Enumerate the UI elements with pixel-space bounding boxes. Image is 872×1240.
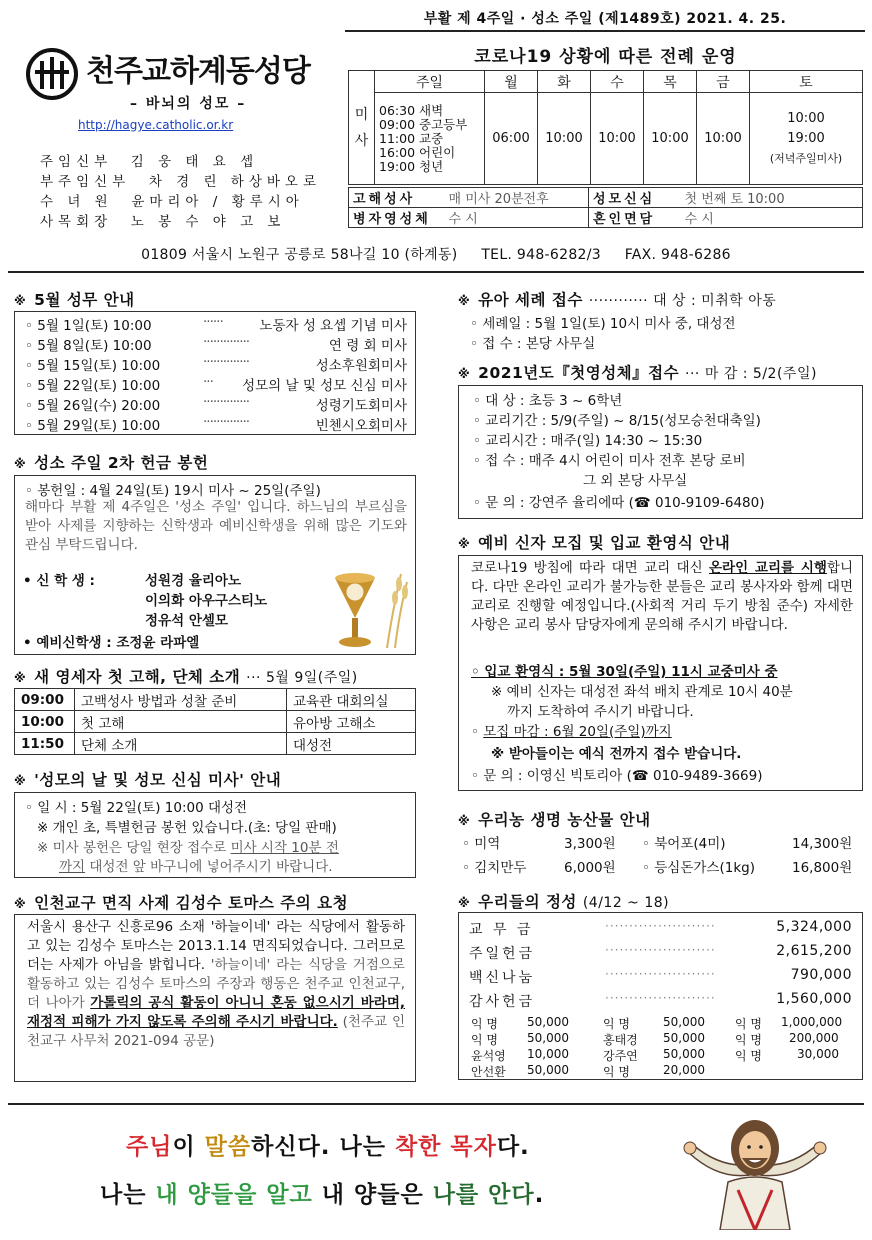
parish-website-link[interactable]: http://hagye.catholic.or.kr xyxy=(78,118,234,132)
vocation-date: ◦ 봉헌일 : 4월 24일(토) 19시 미사 ~ 25일(주일) xyxy=(25,483,321,499)
section-marker-icon: ※ xyxy=(458,367,471,381)
marian-note-2: ※ 미사 봉헌은 당일 현장 접수로 미사 시작 10분 전 xyxy=(37,840,339,856)
offering-row: 교 무 금 ······················· 5,324,000 xyxy=(469,919,852,938)
catechumen-box: 코로나19 방침에 따라 대면 교리 대신 온라인 교리를 시행합니다. 다만 온라인 교리가 불가능한 분들은 교리 봉사자와 함께 대면 교리로 진행할 예정입니다.(사회적 거리 두기 방침 준수) 자세한 사항은 교리 봉사 담당자에게 문의해 주시기 바랍니다. ◦ 입교 환영식 : 5월 30일(주일) 11시 교중미사 중 ※ 예비 신자는 대성전 좌석 배치 관계로 10시 40분 까지 도착하여 주시기 바랍니다. ◦ 모집 마감 : 6월 20일(주일)까지 ※ 받아들이는 예식 전까지 접수 받습니다. ◦ 문 의 : 이영신 빅토리아 (☎ 010-9489-3669) xyxy=(458,555,863,791)
online-catechism: 온라인 교리를 시행 xyxy=(709,560,827,576)
patron-subtitle: – 바뇌의 성모 – xyxy=(130,96,247,112)
section-marker-icon: ※ xyxy=(14,457,27,471)
marian-note-3: 까지 대성전 앞 바구니에 넣어주시기 바랍니다. xyxy=(59,859,333,875)
marriage-value: 수 시 xyxy=(681,208,863,228)
weekday-mass-time: 06:00 xyxy=(485,93,538,185)
baptism-date: ◦ 세례일 : 5월 1일(토) 10시 미사 중, 대성전 xyxy=(470,316,736,332)
section-title-offering: ※ 우리들의 정성 (4/12 ~ 18) xyxy=(458,893,670,911)
section-title-catechumen: ※ 예비 신자 모집 및 입교 환영식 안내 xyxy=(458,534,731,552)
farm-item: ◦ 등심돈가스(1kg) xyxy=(642,860,755,876)
mass-schedule-title: 코로나19 상황에 따른 전례 운영 xyxy=(474,47,737,67)
section-marker-icon: ※ xyxy=(14,774,27,788)
issue-line: 부활 제 4주일 · 성소 주일 (제1489호) 2021. 4. 25. xyxy=(345,6,865,32)
schedule-item: ◦ 5월 8일(토) 10:00 ·············· 연 령 회 미사 xyxy=(25,334,407,354)
header-divider xyxy=(8,271,864,273)
chalice-wheat-icon xyxy=(315,568,411,652)
staff-row-assistant: 부주임신부 차 경 린 하상바오로 xyxy=(40,174,322,190)
section-title-vocation: ※ 성소 주일 2차 헌금 봉헌 xyxy=(14,454,209,472)
vocation-body: 해마다 부활 제 4주일은 '성소 주일' 입니다. 하느님의 부르심을 받아 사제를 지향하는 신학생과 예비신학생을 위해 많은 기도와 관심 부탁드립니다. xyxy=(25,499,407,553)
mass-schedule-table xyxy=(348,70,863,185)
day-header: 수 xyxy=(591,71,644,93)
sick-communion-value: 수 시 xyxy=(445,208,589,228)
marian-note: ※ 개인 초, 특별헌금 봉헌 있습니다.(초: 당일 판매) xyxy=(37,820,337,836)
gospel-verse-line-2: 나는 내 양들을 알고 내 양들은 나를 안다. xyxy=(100,1182,545,1208)
warning-emphasis: 가톨릭의 공식 활동이 아니니 혼동 없으시기 바라며, 재정적 피해가 가지 않도록 주의해 주시기 바랍니다. xyxy=(27,995,405,1030)
schedule-item: ◦ 5월 29일(토) 10:00 ·············· 빈첸시오회미사 xyxy=(25,414,407,434)
marian-date: ◦ 일 시 : 5월 22일(토) 10:00 대성전 xyxy=(25,800,248,816)
section-title-marian: ※ '성모의 날 및 성모 신심 미사' 안내 xyxy=(14,771,282,789)
seminarian-name: 이의화 아우구스티노 xyxy=(145,593,268,609)
staff-row-pastor: 주임신부 김 웅 태 요 셉 xyxy=(40,154,259,170)
section-marker-icon: ※ xyxy=(14,671,27,685)
table-row: 11:50 단체 소개 대성전 xyxy=(15,733,416,755)
day-header: 주일 xyxy=(375,71,485,93)
schedule-item: ◦ 5월 1일(토) 10:00 ······ 노동자 성 요셉 기념 미사 xyxy=(25,314,407,334)
section-title-newcomers: ※ 새 영세자 첫 고해, 단체 소개 ··· 5월 9일(주일) xyxy=(14,668,358,686)
section-marker-icon: ※ xyxy=(458,814,471,828)
sacraments-table xyxy=(348,187,863,228)
marian-box xyxy=(14,792,416,878)
footer-divider xyxy=(8,1103,864,1105)
communion-box: ◦ 대 상 : 초등 3 ~ 6학년 ◦ 교리기간 : 5/9(주일) ~ 8/15(성모승천대축일) ◦ 교리시간 : 매주(일) 14:30 ~ 15:30 ◦ 접 수 : 매주 4시 어린이 미사 전후 본당 로비 그 외 본당 사무실 ◦ 문 의 : 강연주 율리에따 (☎ 010-9109-6480) xyxy=(458,385,863,519)
weekday-mass-time: 10:00 xyxy=(591,93,644,185)
schedule-item: ◦ 5월 15일(토) 10:00 ·············· 성소후원회미사 xyxy=(25,354,407,374)
marriage-label: 혼인면담 xyxy=(589,208,681,228)
section-marker-icon: ※ xyxy=(458,537,471,551)
sick-communion-label: 병자영성체 xyxy=(349,208,445,228)
schedule-item: ◦ 5월 26일(수) 20:00 ·············· 성령기도회미사 xyxy=(25,394,407,414)
vocation-box xyxy=(14,475,416,655)
section-marker-icon: ※ xyxy=(14,294,27,308)
recruit-deadline: ◦ 모집 마감 : 6월 20일(주일)까지 xyxy=(471,724,672,740)
contact-line: 01809 서울시 노원구 공릉로 58나길 10 (하계동) TEL. 948-6282/3 FAX. 948-6286 xyxy=(141,247,731,263)
jesus-illustration-icon xyxy=(680,1112,830,1230)
table-row: 09:00 고백성사 방법과 성찰 준비 교육관 대회의실 xyxy=(15,689,416,711)
day-header: 화 xyxy=(538,71,591,93)
offering-row: 감사헌금 ······················· 1,560,000 xyxy=(469,991,852,1010)
farm-item: ◦ 김치만두 xyxy=(462,860,527,876)
farm-product-list: ◦ 미역 3,300원 ◦ 북어포(4미) 14,300원 ◦ 김치만두 6,000원 ◦ 등심돈가스(1kg) 16,800원 xyxy=(462,832,862,878)
parish-logo-icon xyxy=(26,48,78,100)
section-marker-icon: ※ xyxy=(458,896,471,910)
section-marker-icon: ※ xyxy=(14,897,27,911)
table-row: 10:00 첫 고해 유아방 고해소 xyxy=(15,711,416,733)
offering-row: 백신나눔 ······················· 790,000 xyxy=(469,967,852,986)
confession-value: 매 미사 20분전후 xyxy=(445,188,589,208)
staff-row-sisters: 수 녀 원 윤마리아 / 황루시아 xyxy=(40,194,304,210)
marian-value: 첫 번째 토 10:00 xyxy=(681,188,863,208)
mass-side-label: 미 사 xyxy=(349,71,375,185)
farm-item: ◦ 미역 xyxy=(462,836,501,852)
marian-label: 성모신심 xyxy=(589,188,681,208)
day-header: 목 xyxy=(644,71,697,93)
warning-box xyxy=(14,914,416,1082)
parish-name: 천주교하계동성당 xyxy=(86,54,310,89)
pre-seminarian: • 예비신학생 : 조정윤 라파엘 xyxy=(23,635,200,651)
offering-row: 주일헌금 ······················· 2,615,200 xyxy=(469,943,852,962)
schedule-item: ◦ 5월 22일(토) 10:00 ··· 성모의 날 및 성모 신심 미사 xyxy=(25,374,407,394)
warning-p1: 서울시 용산구 신흥로96 소재 '하늘이네' 라는 식당에서 활동하고 있는 김성수 토마스는 2013.1.14 면직되었습니다. 그러므로 더는 사제가 아님을 밝힙니다. xyxy=(27,919,405,973)
day-header: 월 xyxy=(485,71,538,93)
confession-label: 고해성사 xyxy=(349,188,445,208)
section-marker-icon: ※ xyxy=(458,294,471,308)
day-header: 금 xyxy=(697,71,750,93)
baptism-reception: ◦ 접 수 : 본당 사무실 xyxy=(470,336,596,352)
section-title-may: ※ 5월 성무 안내 xyxy=(14,291,135,309)
section-title-communion: ※ 2021년도『첫영성체』접수 ··· 마 감 : 5/2(주일) xyxy=(458,364,817,382)
weekday-mass-time: 10:00 xyxy=(697,93,750,185)
day-header: 토 xyxy=(750,71,863,93)
newcomers-table xyxy=(14,688,416,755)
warning-source: (천주교 인천교구 사무처 2021-094 공문) xyxy=(27,1014,405,1049)
weekday-mass-time: 10:00 xyxy=(644,93,697,185)
staff-row-president: 사목회장 노 봉 수 야 고 보 xyxy=(40,214,286,230)
section-title-farm: ※ 우리농 생명 농산물 안내 xyxy=(458,811,651,829)
seminarian-label: • 신 학 생 : xyxy=(23,573,95,589)
weekday-mass-time: 10:00 xyxy=(538,93,591,185)
warning-p2: '하늘이네' 라는 식당을 거점으로 활동하고 있는 김성수 토마스의 주장과 행동은 천주교 인천교구, 더 나아가 xyxy=(27,957,405,1011)
seminarian-name: 정유석 안셀모 xyxy=(145,613,228,629)
gospel-verse-line-1: 주님이 말씀하신다. 나는 착한 목자다. xyxy=(126,1134,530,1160)
farm-item: ◦ 북어포(4미) xyxy=(642,836,726,852)
may-schedule-box xyxy=(14,311,416,435)
offering-box: 교 무 금 ······················· 5,324,000 주일헌금 ······················· 2,615,200 백신나눔 ······················· 790,000 감사헌금 ······················· 1,560,000 익 명 50,000 익 명 50,000 익 명 1,000,000 익 명 50,000 홍태경 50,000 익 명 200,000 윤석영 10,000 강주연 50,000 익 명 30,000 안선환 50,000 익 명 20,000 xyxy=(458,912,863,1080)
section-title-warning: ※ 인천교구 면직 사제 김성수 토마스 주의 요청 xyxy=(14,894,349,912)
saturday-mass-times: 10:00 19:00 (저녁주일미사) xyxy=(750,93,863,185)
sunday-mass-times: 06:30 새벽 09:00 중고등부 11:00 교중 16:00 어린이 19:00 청년 xyxy=(375,93,485,185)
section-title-baptism: ※ 유아 세례 접수 ············ 대 상 : 미취학 아동 xyxy=(458,291,777,309)
seminarian-name: 성원경 율리아노 xyxy=(145,573,241,589)
welcome-ceremony: ◦ 입교 환영식 : 5월 30일(주일) 11시 교중미사 중 xyxy=(471,664,778,680)
